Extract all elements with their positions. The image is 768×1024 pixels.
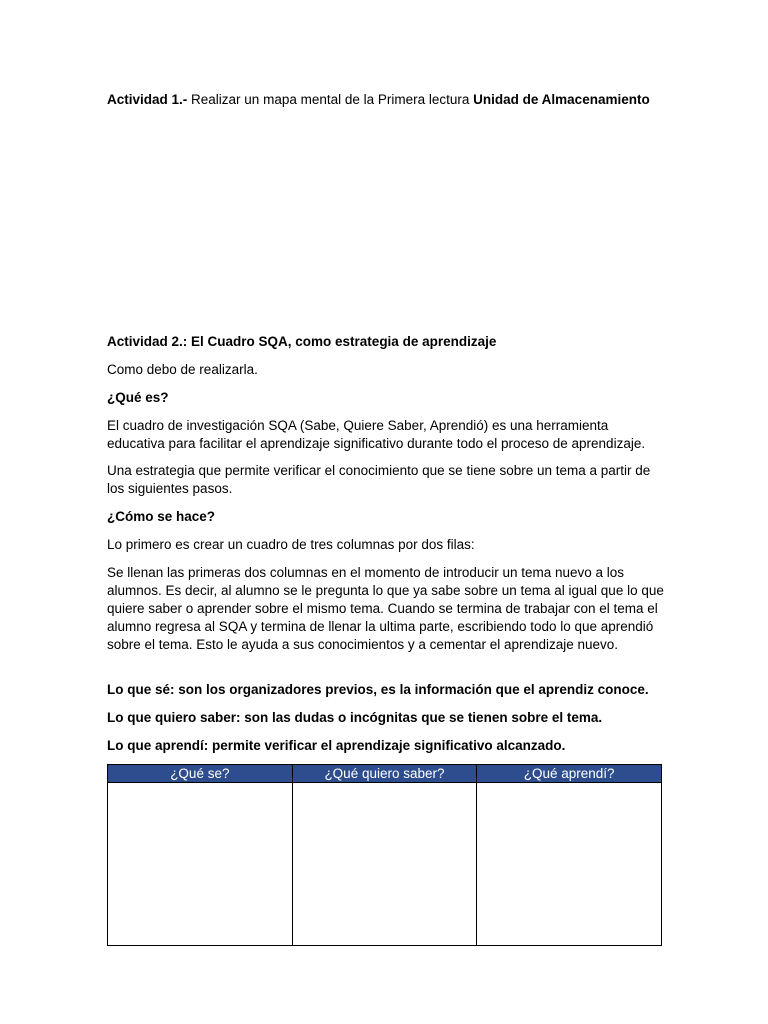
sqa-table-header-row [108, 765, 662, 783]
how-to-line: Como debo de realizarla. [107, 362, 258, 377]
activity-2-heading: Actividad 2.: El Cuadro SQA, como estrategia de aprendizaje [107, 334, 497, 349]
sqa-header-que-quiero-saber: ¿Qué quiero saber? [292, 765, 477, 783]
sqa-cell-que-aprendi[interactable] [477, 783, 662, 946]
how-paragraph-1: Lo primero es crear un cuadro de tres columnas por dos filas: [107, 537, 475, 552]
sqa-table-body-row [108, 783, 662, 946]
what-is-paragraph-1: El cuadro de investigación SQA (Sabe, Quiere Saber, Aprendió) es una herramienta educativa para facilitar el aprendizaje significativo durante todo el proceso de aprendizaje. [107, 418, 646, 451]
what-is-paragraph-2: Una estrategia que permite verificar el conocimiento que se tiene sobre un tema a partir de los siguientes pasos. [107, 463, 651, 496]
what-is-heading: ¿Qué es? [107, 390, 169, 405]
activity-1-paragraph [107, 91, 667, 109]
sqa-cell-que-se[interactable] [108, 783, 293, 946]
activity-1-text: Realizar un mapa mental de la Primera lectura [187, 92, 474, 107]
activity-1-topic: Unidad de Almacenamiento [473, 92, 650, 107]
how-heading: ¿Cómo se hace? [107, 509, 216, 524]
definition-lo-que-quiero: Lo que quiero saber: son las dudas o incógnitas que se tienen sobre el tema. [107, 710, 603, 725]
sqa-header-que-aprendi: ¿Qué aprendí? [477, 765, 662, 783]
definition-lo-que-se: Lo que sé: son los organizadores previos, es la información que el aprendiz conoce. [107, 682, 649, 697]
sqa-table [107, 764, 662, 946]
definition-lo-que-aprendi: Lo que aprendí: permite verificar el aprendizaje significativo alcanzado. [107, 738, 566, 753]
sqa-cell-que-quiero-saber[interactable] [292, 783, 477, 946]
sqa-header-que-se: ¿Qué se? [108, 765, 293, 783]
activity-1-label: Actividad 1.- [107, 92, 188, 107]
how-paragraph-2: Se llenan las primeras dos columnas en el momento de introducir un tema nuevo a los alumnos. Es decir, al alumno se le pregunta lo que ya sabe sobre un tema al igual que lo que quiere saber o aprender sobre el mismo tema. Cuando se termina de trabajar con el tema el alumno regresa al SQA y termina de llenar la ultima parte, escribiendo todo lo que aprendió sobre el tema. Esto le ayuda a sus conocimientos y a cementar el aprendizaje nuevo. [107, 565, 664, 652]
